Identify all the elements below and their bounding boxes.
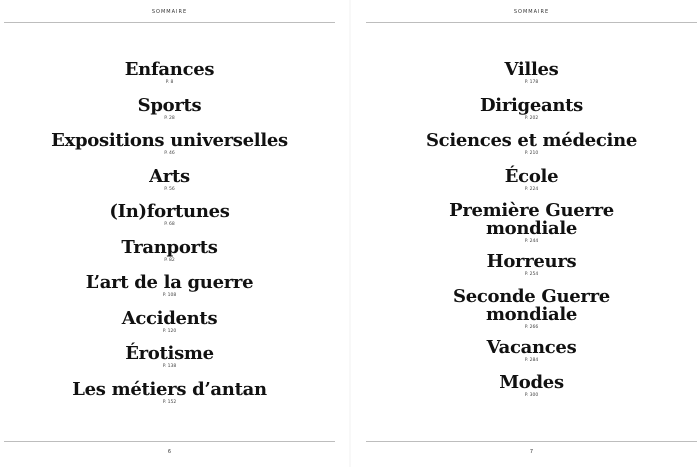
toc-entry-title: L’art de la guerre <box>85 272 254 293</box>
toc-entry-page: P. 266 <box>524 324 539 330</box>
toc-entry-title: École <box>504 165 559 187</box>
toc-entry-page: P. 300 <box>524 393 539 398</box>
toc-entry-title: Tranports <box>121 236 218 258</box>
toc-entry[interactable] <box>366 96 697 132</box>
left-page-number: 6 <box>167 449 172 455</box>
toc-entry[interactable] <box>4 167 335 203</box>
toc-entry-page: P. 224 <box>524 186 539 192</box>
toc-entry[interactable] <box>4 131 335 167</box>
toc-entry-page: P. 120 <box>162 328 177 334</box>
right-footer-rule <box>366 441 697 442</box>
right-page <box>366 0 697 467</box>
toc-entry-page: P. 108 <box>162 293 177 298</box>
toc-entry-title: Vacances <box>486 336 577 358</box>
toc-entry-title: Accidents <box>121 307 218 329</box>
toc-entry[interactable] <box>366 252 697 288</box>
right-toc <box>366 60 697 409</box>
right-header-rule <box>366 22 697 23</box>
toc-entry-title: Seconde Guerre mondiale <box>453 285 610 325</box>
toc-entry-title: (In)fortunes <box>109 201 230 222</box>
toc-entry-title: Sports <box>137 94 202 116</box>
toc-entry[interactable] <box>4 202 335 238</box>
toc-entry-page: P. 202 <box>524 115 539 121</box>
left-footer-rule <box>4 441 335 442</box>
toc-entry-title: Villes <box>504 59 559 80</box>
toc-entry-title: Horreurs <box>486 251 577 272</box>
toc-entry-title: Expositions universelles <box>51 130 288 151</box>
toc-entry[interactable] <box>4 238 335 274</box>
toc-entry[interactable] <box>4 273 335 309</box>
toc-entry-page: P. 254 <box>524 272 539 277</box>
toc-entry-page: P. 56 <box>164 186 175 192</box>
toc-entry[interactable] <box>366 373 697 409</box>
toc-entry-page: P. 8 <box>165 80 174 85</box>
toc-entry-page: P. 28 <box>164 115 175 121</box>
toc-entry-page: P. 210 <box>524 151 539 156</box>
toc-entry-title: Dirigeants <box>479 94 583 116</box>
toc-entry[interactable] <box>366 131 697 167</box>
toc-entry-page: P. 284 <box>524 357 539 363</box>
toc-entry-page: P. 178 <box>524 80 539 85</box>
toc-entry-page: P. 138 <box>162 364 177 369</box>
toc-entry-page: P. 244 <box>524 239 539 244</box>
left-header-rule <box>4 22 335 23</box>
toc-entry-page: P. 68 <box>164 222 175 227</box>
right-page-header: SOMMAIRE <box>513 9 550 15</box>
toc-entry-page: P. 152 <box>162 399 177 405</box>
toc-entry[interactable] <box>4 96 335 132</box>
toc-entry-title: Enfances <box>124 59 215 80</box>
toc-entry-title: Première Guerre mondiale <box>449 200 614 239</box>
toc-entry[interactable] <box>4 344 335 380</box>
toc-entry-title: Arts <box>149 165 190 187</box>
toc-entry[interactable] <box>366 60 697 96</box>
toc-entry[interactable] <box>4 60 335 96</box>
toc-entry[interactable] <box>366 202 697 252</box>
left-toc <box>4 60 335 415</box>
left-page <box>4 0 335 467</box>
toc-entry-title: Modes <box>499 372 564 393</box>
right-page-number: 7 <box>529 449 534 455</box>
left-page-header: SOMMAIRE <box>151 9 188 15</box>
toc-entry-page: P. 82 <box>164 257 175 263</box>
toc-entry[interactable] <box>4 309 335 345</box>
toc-entry-title: Érotisme <box>125 343 214 364</box>
toc-entry[interactable] <box>366 167 697 203</box>
toc-entry-page: P. 46 <box>164 151 175 156</box>
toc-entry-title: Sciences et médecine <box>425 130 638 151</box>
toc-entry[interactable] <box>366 285 697 338</box>
toc-entry[interactable] <box>4 380 335 416</box>
toc-entry[interactable] <box>366 338 697 374</box>
toc-entry-title: Les métiers d’antan <box>72 378 267 400</box>
book-gutter <box>349 0 351 467</box>
